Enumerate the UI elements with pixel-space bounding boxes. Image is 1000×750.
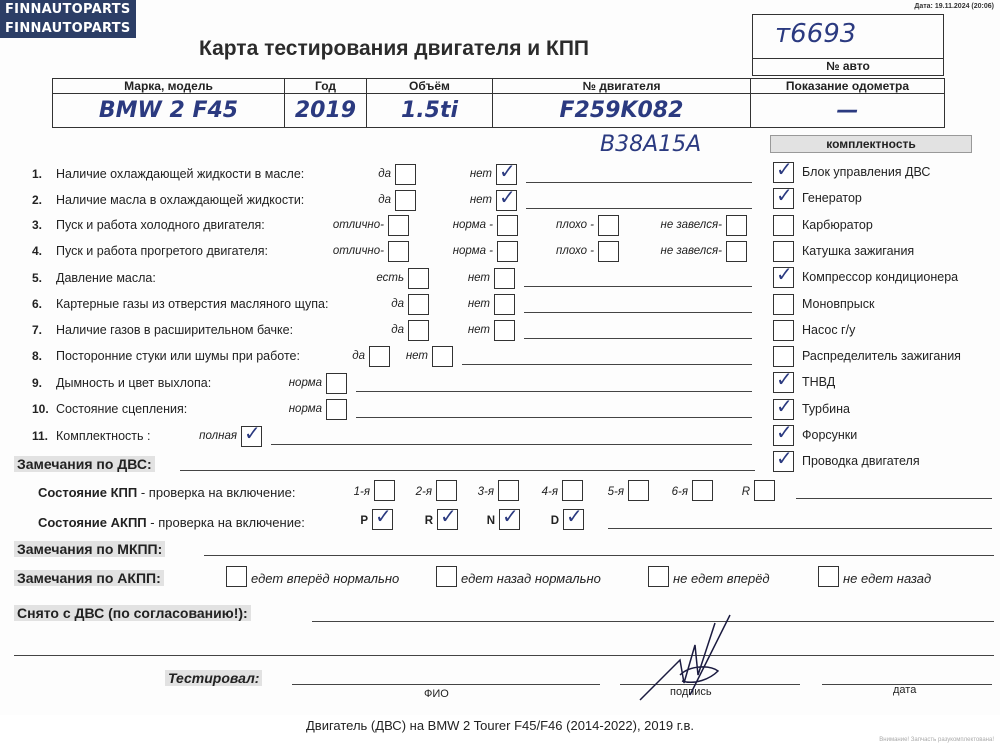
question-3-option-4-label: не завелся- bbox=[660, 219, 722, 231]
question-3-option-3-label: плохо - bbox=[556, 219, 594, 231]
question-3-option-1-label: отлично- bbox=[332, 219, 384, 231]
question-4-number: 4. bbox=[32, 244, 43, 258]
kpp-label bbox=[38, 485, 295, 500]
kpp-gear-7-label: R bbox=[741, 486, 750, 498]
akpp-gear-4-label: D bbox=[550, 515, 559, 527]
tested-by-label: Тестировал: bbox=[165, 670, 262, 686]
question-3-option-2-label: норма - bbox=[452, 219, 493, 231]
question-9-answer-line bbox=[356, 391, 752, 392]
akpp-remark-option-4-label: не едет назад bbox=[843, 571, 932, 586]
question-7-option-2-label: нет bbox=[467, 324, 490, 336]
question-10-text: Состояние сцепления: bbox=[56, 402, 188, 416]
component-9-box-check: ✓ bbox=[776, 367, 793, 392]
question-10-answer-line bbox=[356, 417, 752, 418]
question-3-option-3-box bbox=[598, 215, 619, 236]
question-2-option-2-box bbox=[496, 185, 517, 211]
question-7-option-1-label: да bbox=[391, 324, 404, 336]
component-5-label: Компрессор кондиционера bbox=[802, 270, 959, 285]
question-2-option-2-box-check: ✓ bbox=[499, 185, 516, 209]
question-1-option-2-box-check: ✓ bbox=[499, 159, 516, 183]
question-4-option-3-box bbox=[598, 241, 619, 262]
component-2-box bbox=[773, 183, 794, 209]
question-5-option-2-label: нет bbox=[467, 272, 490, 284]
component-10-box-check: ✓ bbox=[776, 393, 793, 418]
kpp-gear-2-label: 2-я bbox=[415, 486, 432, 498]
form-title: Карта тестирования двигателя и КПП bbox=[199, 37, 590, 60]
question-6-option-2-box bbox=[494, 294, 515, 315]
kpp-gear-7-box bbox=[754, 480, 775, 501]
question-10-option-1-box bbox=[326, 399, 347, 420]
component-12-label: Проводка двигателя bbox=[802, 454, 920, 469]
question-5-option-2-box bbox=[494, 268, 515, 289]
question-2-option-1-label: да bbox=[378, 194, 391, 206]
header-odometer-label: Показание одометра bbox=[751, 79, 945, 94]
question-11-option-1-box-check: ✓ bbox=[244, 421, 261, 445]
akpp-gear-2-box-check: ✓ bbox=[440, 504, 457, 528]
component-5-box bbox=[773, 262, 794, 288]
akpp-remark-option-1-label: едет вперёд нормально bbox=[251, 571, 400, 586]
logo-finnautoparts-2: FINNAUTOPARTS bbox=[0, 19, 136, 38]
removed-label: Снято с ДВС (по согласованию!): bbox=[14, 605, 251, 621]
akpp-remark-option-4-box bbox=[818, 566, 839, 587]
question-6-text: Картерные газы из отверстия масляного щупа: bbox=[56, 297, 329, 311]
question-4-option-4-label: не завелся- bbox=[660, 245, 722, 257]
completeness-title: комплектность bbox=[770, 135, 972, 153]
kpp-label-suffix: - проверка на включение: bbox=[137, 485, 296, 500]
header-engine-label: № двигателя bbox=[493, 79, 751, 94]
question-4-text: Пуск и работа прогретого двигателя: bbox=[56, 244, 268, 258]
component-3-box bbox=[773, 215, 794, 236]
kpp-gear-3-label: 3-я bbox=[477, 486, 494, 498]
header-volume-label: Объём bbox=[367, 79, 493, 94]
question-4-option-2-label: норма - bbox=[452, 245, 493, 257]
component-9-label: ТНВД bbox=[802, 375, 836, 390]
question-4-option-3-label: плохо - bbox=[556, 245, 594, 257]
vehicle-header-table bbox=[52, 78, 945, 128]
header-year-value: 2019 bbox=[285, 94, 367, 128]
sign-caption: подпись bbox=[670, 686, 712, 698]
header-model-value: BMW 2 F45 bbox=[53, 94, 285, 128]
header-model-label: Марка, модель bbox=[53, 79, 285, 94]
question-10-option-1-label: норма bbox=[288, 403, 322, 415]
remarks-mkpp-label: Замечания по МКПП: bbox=[14, 541, 165, 557]
question-8-answer-line bbox=[462, 364, 752, 365]
kpp-label-bold: Состояние КПП bbox=[38, 485, 138, 500]
akpp-label bbox=[38, 515, 305, 530]
question-2-number: 2. bbox=[32, 193, 43, 207]
header-odometer-value: — bbox=[751, 94, 945, 128]
question-1-option-2-box bbox=[496, 159, 517, 185]
component-6-label: Моновпрыск bbox=[802, 296, 875, 311]
kpp-gear-6-label: 6-я bbox=[671, 486, 688, 498]
component-7-label: Насос г/у bbox=[802, 322, 856, 337]
remarks-akpp-label: Замечания по АКПП: bbox=[14, 570, 164, 586]
fio-caption: ФИО bbox=[424, 688, 449, 700]
component-2-label: Генератор bbox=[802, 191, 862, 206]
question-7-number: 7. bbox=[32, 323, 43, 337]
question-3-option-1-box bbox=[388, 215, 409, 236]
question-9-option-1-label: норма bbox=[288, 377, 322, 389]
akpp-gear-1-box-check: ✓ bbox=[375, 504, 392, 528]
component-1-box-check: ✓ bbox=[776, 157, 793, 181]
question-9-option-1-box bbox=[326, 373, 347, 394]
akpp-gear-3-box-check: ✓ bbox=[502, 504, 519, 528]
component-11-label: Форсунки bbox=[802, 428, 858, 442]
handwritten-signature bbox=[620, 605, 750, 705]
component-1-box bbox=[773, 157, 794, 183]
akpp-remark-option-2-label: едет назад нормально bbox=[461, 571, 601, 586]
akpp-gear-1-box bbox=[372, 504, 393, 530]
question-11-option-1-label: полная bbox=[199, 430, 237, 442]
akpp-remark-option-2-box bbox=[436, 566, 457, 587]
component-10-label: Турбина bbox=[802, 401, 850, 416]
question-4-option-1-label: отлично- bbox=[332, 245, 384, 257]
akpp-gear-2-label: R bbox=[424, 515, 433, 527]
akpp-gear-4-box bbox=[563, 504, 584, 530]
question-6-answer-line bbox=[524, 312, 752, 313]
question-4-option-1-box bbox=[388, 241, 409, 262]
question-3-text: Пуск и работа холодного двигателя: bbox=[56, 218, 265, 232]
component-4-label: Катушка зажигания bbox=[802, 243, 915, 258]
removed-line-2 bbox=[14, 655, 994, 656]
question-10-number: 10. bbox=[32, 402, 49, 416]
component-12-box-check: ✓ bbox=[776, 446, 793, 471]
header-volume-value: 1.5ti bbox=[367, 94, 493, 128]
question-6-option-2-label: нет bbox=[467, 298, 490, 310]
component-12-box bbox=[773, 446, 794, 472]
question-1-number: 1. bbox=[32, 167, 43, 181]
question-6-option-1-label: да bbox=[391, 298, 404, 310]
akpp-remark-option-3-box bbox=[648, 566, 669, 587]
akpp-label-bold: Состояние АКПП bbox=[38, 515, 147, 530]
question-7-text: Наличие газов в расширительном бачке: bbox=[56, 323, 294, 337]
kpp-line bbox=[796, 498, 992, 499]
question-5-text: Давление масла: bbox=[56, 271, 156, 285]
akpp-remark-option-3-label: не едет вперёд bbox=[673, 571, 770, 586]
header-year-label: Год bbox=[285, 79, 367, 94]
component-6-box bbox=[773, 294, 794, 315]
header-engine-value: F259K082 bbox=[493, 94, 751, 128]
photo-caption: Двигатель (ДВС) на BMW 2 Tourer F45/F46 (2014-2022), 2019 г.в. bbox=[305, 718, 694, 733]
fio-line bbox=[292, 684, 600, 685]
question-5-number: 5. bbox=[32, 271, 43, 285]
kpp-gear-5-label: 5-я bbox=[607, 486, 624, 498]
akpp-line bbox=[608, 528, 992, 529]
akpp-gear-1-label: P bbox=[360, 515, 368, 527]
component-9-box bbox=[773, 367, 794, 393]
question-9-number: 9. bbox=[32, 376, 43, 390]
question-2-option-2-label: нет bbox=[469, 194, 492, 206]
component-7-box bbox=[773, 320, 794, 341]
question-1-text: Наличие охлаждающей жидкости в масле: bbox=[56, 167, 305, 181]
component-8-label: Распределитель зажигания bbox=[802, 349, 961, 364]
question-11-option-1-box bbox=[241, 421, 262, 447]
question-8-option-2-box bbox=[432, 346, 453, 367]
car-number-value: т6693 bbox=[775, 19, 857, 49]
question-3-number: 3. bbox=[32, 218, 43, 232]
akpp-gear-2-box bbox=[437, 504, 458, 530]
akpp-gear-3-box bbox=[499, 504, 520, 530]
date-caption: дата bbox=[893, 684, 917, 696]
question-6-number: 6. bbox=[32, 297, 43, 311]
question-7-option-2-box bbox=[494, 320, 515, 341]
component-11-box-check: ✓ bbox=[776, 420, 793, 444]
question-1-option-2-label: нет bbox=[469, 168, 492, 180]
car-number-box bbox=[752, 14, 944, 76]
component-4-box bbox=[773, 241, 794, 262]
component-10-box bbox=[773, 393, 794, 420]
question-4-option-4-box bbox=[726, 241, 747, 262]
component-11-box bbox=[773, 420, 794, 446]
logo-finnautoparts: FINNAUTOPARTS bbox=[0, 0, 136, 19]
question-9-text: Дымность и цвет выхлопа: bbox=[56, 376, 212, 390]
akpp-remark-option-1-box bbox=[226, 566, 247, 587]
question-11-answer-line bbox=[271, 444, 752, 445]
question-5-option-1-label: есть bbox=[376, 272, 404, 284]
akpp-gear-3-label: N bbox=[486, 515, 495, 527]
engine-code-note: B38A15A bbox=[600, 132, 702, 157]
akpp-gear-4-box-check: ✓ bbox=[566, 504, 583, 528]
question-3-option-4-box bbox=[726, 215, 747, 236]
akpp-label-suffix: - проверка на включение: bbox=[146, 515, 305, 530]
watermark-note: Внимание! Запчасть разукомплектована! bbox=[879, 737, 994, 743]
question-8-option-2-label: нет bbox=[405, 350, 428, 362]
question-1-option-1-label: да bbox=[378, 168, 391, 180]
remarks-mkpp-line bbox=[204, 555, 994, 556]
question-11-number: 11. bbox=[32, 429, 49, 443]
question-11-text: Комплектность : bbox=[56, 429, 151, 443]
remarks-engine-label: Замечания по ДВС: bbox=[14, 456, 155, 472]
question-8-text: Посторонние стуки или шумы при работе: bbox=[56, 349, 300, 363]
question-2-answer-line bbox=[526, 208, 752, 209]
question-8-number: 8. bbox=[32, 349, 43, 363]
component-5-box-check: ✓ bbox=[776, 262, 793, 287]
kpp-gear-1-label: 1-я bbox=[353, 486, 370, 498]
kpp-gear-4-label: 4-я bbox=[541, 486, 558, 498]
component-1-label: Блок управления ДВС bbox=[802, 165, 931, 179]
component-3-label: Карбюратор bbox=[802, 217, 873, 232]
remarks-engine-line bbox=[180, 470, 755, 471]
question-1-answer-line bbox=[526, 182, 752, 183]
question-7-answer-line bbox=[524, 338, 752, 339]
car-number-label: № авто bbox=[753, 58, 943, 73]
question-2-text: Наличие масла в охлаждающей жидкости: bbox=[56, 193, 305, 207]
date-stamp: Дата: 19.11.2024 (20:06) bbox=[914, 3, 994, 10]
question-8-option-1-label: да bbox=[352, 350, 365, 362]
component-8-box bbox=[773, 346, 794, 367]
question-5-answer-line bbox=[524, 286, 752, 287]
component-2-box-check: ✓ bbox=[776, 183, 793, 208]
